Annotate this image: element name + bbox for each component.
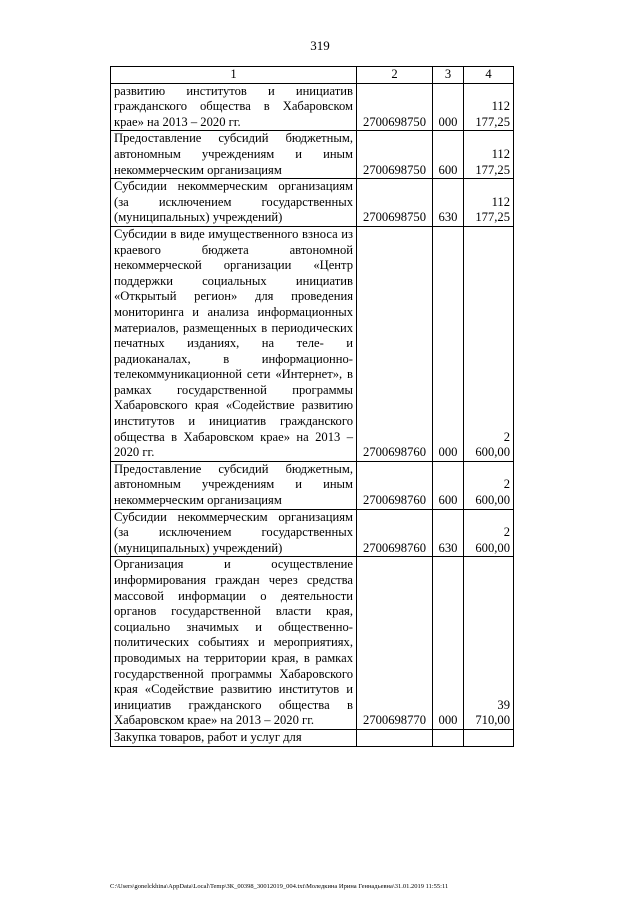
table-row — [111, 461, 514, 509]
row-expense-type: 630 — [433, 179, 464, 227]
row-amount: 112 177,25 — [464, 179, 514, 227]
row-amount: 112 177,25 — [464, 83, 514, 131]
table-row — [111, 509, 514, 557]
table-row — [111, 179, 514, 227]
row-target-code: 2700698760 — [357, 509, 433, 557]
row-expense-type — [433, 729, 464, 746]
row-description: Организация и осуществление информирования граждан через средства массовой информации о деятельности органов государственной власти края, социально значимых и общественно-политических событиях и мероприятиях, проводимых на территории края, в рамках государственной программы Хабаровского края «Содействие развитию институтов и инициатив гражданского общества в Хабаровском крае» на 2013 – 2020 гг. — [111, 557, 357, 730]
row-description: Предоставление субсидий бюджетным, автономным учреждениям и иным некоммерческим организациям — [111, 461, 357, 509]
row-target-code: 2700698750 — [357, 83, 433, 131]
row-expense-type: 600 — [433, 461, 464, 509]
row-amount: 2 600,00 — [464, 461, 514, 509]
row-amount: 2 600,00 — [464, 509, 514, 557]
row-target-code: 2700698750 — [357, 131, 433, 179]
budget-table — [110, 66, 514, 747]
row-target-code — [357, 729, 433, 746]
row-description: Субсидии некоммерческим организациям (за исключением государственных (муниципальных) учреждений) — [111, 509, 357, 557]
row-amount: 39 710,00 — [464, 557, 514, 730]
row-description: развитию институтов и инициатив гражданского общества в Хабаровском крае» на 2013 – 2020 гг. — [111, 83, 357, 131]
row-target-code: 2700698770 — [357, 557, 433, 730]
row-expense-type: 000 — [433, 226, 464, 461]
row-expense-type: 000 — [433, 83, 464, 131]
row-description: Предоставление субсидий бюджетным, автономным учреждениям и иным некоммерческим организациям — [111, 131, 357, 179]
header-col-3: 3 — [433, 67, 464, 84]
row-description: Субсидии некоммерческим организациям (за исключением государственных (муниципальных) учреждений) — [111, 179, 357, 227]
header-col-4: 4 — [464, 67, 514, 84]
row-description: Закупка товаров, работ и услуг для — [111, 729, 357, 746]
row-amount — [464, 729, 514, 746]
header-row — [111, 67, 514, 84]
table-row — [111, 557, 514, 730]
row-expense-type: 600 — [433, 131, 464, 179]
page-number: 319 — [310, 38, 330, 53]
table-row — [111, 226, 514, 461]
row-expense-type: 630 — [433, 509, 464, 557]
table-row — [111, 83, 514, 131]
row-expense-type: 000 — [433, 557, 464, 730]
header-col-1: 1 — [111, 67, 357, 84]
row-target-code: 2700698760 — [357, 226, 433, 461]
row-amount: 2 600,00 — [464, 226, 514, 461]
table-row — [111, 131, 514, 179]
table-row — [111, 729, 514, 746]
header-col-2: 2 — [357, 67, 433, 84]
row-amount: 112 177,25 — [464, 131, 514, 179]
row-target-code: 2700698750 — [357, 179, 433, 227]
row-target-code: 2700698760 — [357, 461, 433, 509]
file-path-footer: C:\Users\gonelckhina\AppData\Local\Temp\ЗК_00398_30012019_004.txt\Моледкина Ирина Геннадьевна\31.01.2019 11:55:11 — [110, 883, 449, 890]
row-description: Субсидии в виде имущественного взноса из краевого бюджета автономной некоммерческой организации «Центр поддержки социальных инициатив «Открытый регион» для проведения мониторинга и анализа информационных материалов, размещенных в периодических печатных изданиях, на теле- и радиоканалах, в информационно-телекоммуникационной сети «Интернет», в рамках государственной программы Хабаровского края «Содействие развитию институтов и инициатив гражданского общества в Хабаровском крае» на 2013 – 2020 гг. — [111, 226, 357, 461]
